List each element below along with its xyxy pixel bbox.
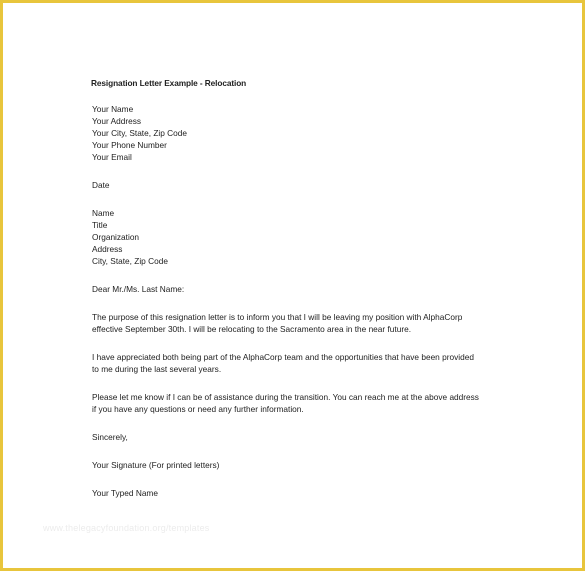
sender-block [92,103,532,163]
paragraph-line: if you have any questions or need any further information. [92,404,304,414]
recipient-organization: Organization [92,232,140,242]
watermark-text: www.thelegacyfoundation.org/templates [43,523,210,533]
sender-name: Your Name [92,104,134,114]
typed-name-block [92,487,532,499]
salutation-block [92,283,532,295]
sender-email: Your Email [92,152,132,162]
recipient-block [92,207,532,267]
signature-block [92,459,532,471]
body-paragraph-1 [92,311,532,335]
sender-phone: Your Phone Number [92,140,167,150]
letter-title: Resignation Letter Example - Relocation [91,78,247,88]
recipient-name: Name [92,208,115,218]
letter-page [92,77,532,515]
paragraph-line: to me during the last several years. [92,364,222,374]
paragraph-line: The purpose of this resignation letter is to inform you that I will be leaving my position with AlphaCorp [92,312,463,322]
paragraph-line: Please let me know if I can be of assistance during the transition. You can reach me at the above address [92,392,479,402]
recipient-address: Address [92,244,123,254]
closing-block [92,431,532,443]
date-block [92,179,532,191]
typed-name: Your Typed Name [92,488,158,498]
salutation: Dear Mr./Ms. Last Name: [92,284,185,294]
paragraph-line: I have appreciated both being part of the AlphaCorp team and the opportunities that have been provided [92,352,474,362]
letter-date: Date [92,180,110,190]
recipient-city-state-zip: City, State, Zip Code [92,256,168,266]
paragraph-line: effective September 30th. I will be relocating to the Sacramento area in the near future. [92,324,412,334]
sender-city-state-zip: Your City, State, Zip Code [92,128,188,138]
body-paragraph-3 [92,391,532,415]
sender-address: Your Address [92,116,142,126]
body-paragraph-2 [92,351,532,375]
closing: Sincerely, [92,432,128,442]
signature-line: Your Signature (For printed letters) [92,460,220,470]
recipient-title: Title [92,220,108,230]
